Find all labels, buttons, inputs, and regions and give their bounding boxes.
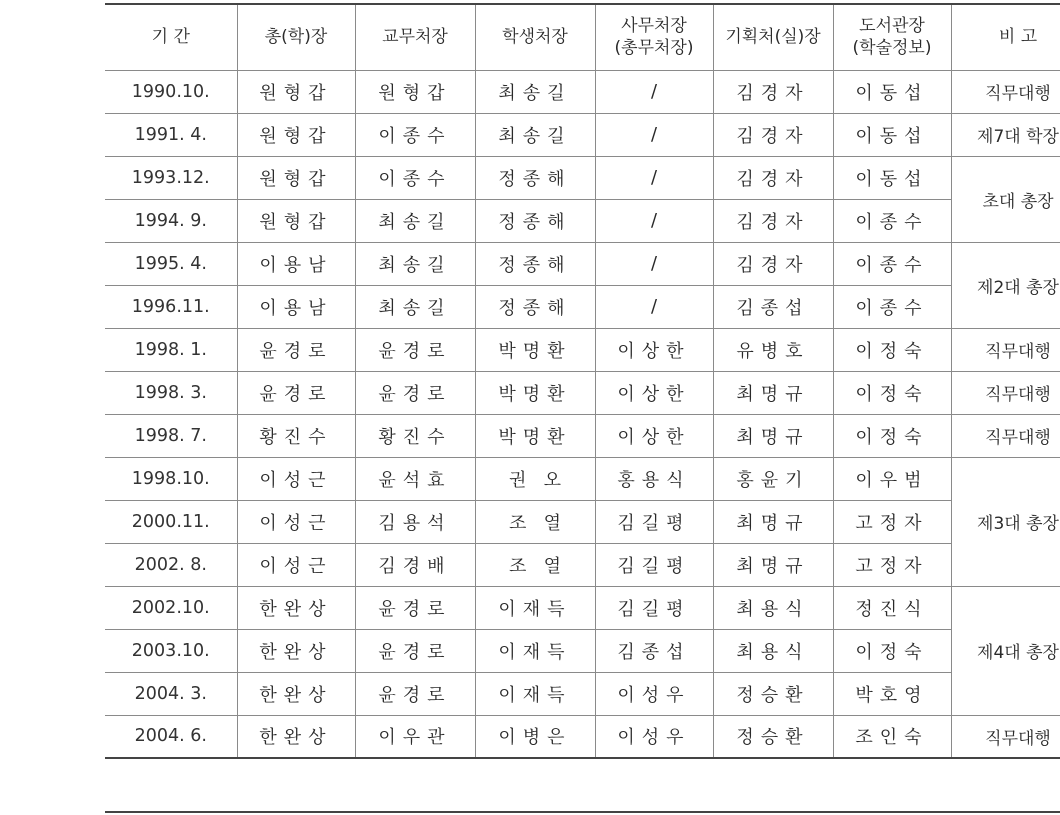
period-cell: 1998.10. [105, 457, 237, 500]
table-row [105, 414, 1060, 457]
library-head-cell: 이동섭 [833, 156, 951, 199]
table-row [105, 715, 1060, 758]
president-cell: 이성근 [237, 543, 355, 586]
student-dean-cell: 조 열 [475, 500, 595, 543]
planning-head-cell: 김경자 [713, 199, 833, 242]
academic-dean-cell: 이우관 [355, 715, 475, 758]
remarks-cell: 직무대행 [951, 70, 1060, 113]
table-row [105, 500, 1060, 543]
academic-dean-cell: 윤경로 [355, 371, 475, 414]
table-row [105, 156, 1060, 199]
period-header: 기 간 [105, 4, 237, 70]
table-row [105, 70, 1060, 113]
library-head-cell: 이종수 [833, 242, 951, 285]
academic-dean-cell: 김경배 [355, 543, 475, 586]
header-row [105, 4, 1060, 70]
period-cell: 2002. 8. [105, 543, 237, 586]
admin-dean-cell: 이성우 [595, 715, 713, 758]
planning-head-cell: 김종섭 [713, 285, 833, 328]
period-cell: 1993.12. [105, 156, 237, 199]
academic-dean-cell: 윤경로 [355, 629, 475, 672]
planning-head-cell: 김경자 [713, 242, 833, 285]
president-cell: 윤경로 [237, 328, 355, 371]
admin-dean-cell: / [595, 285, 713, 328]
library-head-cell: 조인숙 [833, 715, 951, 758]
admin-dean-cell: / [595, 199, 713, 242]
library-head-cell: 이정숙 [833, 414, 951, 457]
table-row [105, 242, 1060, 285]
academic-dean-cell: 김용석 [355, 500, 475, 543]
library-head-cell: 이동섭 [833, 70, 951, 113]
planning-head-cell: 정승환 [713, 715, 833, 758]
remarks-cell: 직무대행 [951, 328, 1060, 371]
remarks-cell: 직무대행 [951, 715, 1060, 758]
table-row [105, 543, 1060, 586]
student-dean-cell: 정종해 [475, 156, 595, 199]
academic-dean-cell: 이종수 [355, 113, 475, 156]
remarks-header: 비 고 [951, 4, 1060, 70]
admin-dean-cell: 이성우 [595, 672, 713, 715]
president-cell: 원형갑 [237, 199, 355, 242]
student-dean-cell: 정종해 [475, 285, 595, 328]
admin-dean-header: 사무처장 (총무처장) [595, 4, 713, 70]
admin-dean-cell: 김길평 [595, 543, 713, 586]
student-dean-cell: 이재득 [475, 672, 595, 715]
academic-dean-cell: 이종수 [355, 156, 475, 199]
period-cell: 1990.10. [105, 70, 237, 113]
president-cell: 원형갑 [237, 156, 355, 199]
remarks-cell: 초대 총장 [951, 156, 1060, 242]
president-header: 총(학)장 [237, 4, 355, 70]
planning-head-cell: 김경자 [713, 113, 833, 156]
library-head-cell: 이정숙 [833, 371, 951, 414]
student-dean-cell: 최송길 [475, 70, 595, 113]
library-head-header: 도서관장 (학술정보) [833, 4, 951, 70]
period-cell: 1994. 9. [105, 199, 237, 242]
president-cell: 윤경로 [237, 371, 355, 414]
table-row [105, 457, 1060, 500]
president-cell: 황진수 [237, 414, 355, 457]
student-dean-cell: 이재득 [475, 586, 595, 629]
student-dean-cell: 이병은 [475, 715, 595, 758]
period-cell: 1998. 3. [105, 371, 237, 414]
admin-dean-cell: / [595, 156, 713, 199]
academic-dean-cell: 최송길 [355, 199, 475, 242]
admin-dean-cell: / [595, 70, 713, 113]
planning-head-cell: 최명규 [713, 500, 833, 543]
admin-dean-cell: 김길평 [595, 500, 713, 543]
student-dean-cell: 권 오 [475, 457, 595, 500]
remarks-cell: 제7대 학장 [951, 113, 1060, 156]
library-head-cell: 고정자 [833, 543, 951, 586]
planning-head-cell: 최명규 [713, 414, 833, 457]
academic-dean-cell: 윤석효 [355, 457, 475, 500]
library-head-cell: 고정자 [833, 500, 951, 543]
academic-dean-cell: 윤경로 [355, 672, 475, 715]
academic-dean-cell: 최송길 [355, 285, 475, 328]
remarks-cell: 제2대 총장 [951, 242, 1060, 328]
library-head-cell: 이동섭 [833, 113, 951, 156]
planning-head-cell: 최명규 [713, 543, 833, 586]
table-row [105, 113, 1060, 156]
period-cell: 1998. 1. [105, 328, 237, 371]
academic-dean-cell: 황진수 [355, 414, 475, 457]
table-row [105, 371, 1060, 414]
planning-head-cell: 김경자 [713, 156, 833, 199]
academic-dean-cell: 윤경로 [355, 586, 475, 629]
planning-head-cell: 최용식 [713, 586, 833, 629]
academic-dean-cell: 윤경로 [355, 328, 475, 371]
period-cell: 2004. 6. [105, 715, 237, 758]
student-dean-cell: 박명환 [475, 328, 595, 371]
library-head-cell: 박호영 [833, 672, 951, 715]
president-cell: 원형갑 [237, 113, 355, 156]
admin-dean-cell: 김길평 [595, 586, 713, 629]
library-head-cell: 이정숙 [833, 328, 951, 371]
president-cell: 이성근 [237, 457, 355, 500]
student-dean-cell: 박명환 [475, 371, 595, 414]
planning-head-cell: 정승환 [713, 672, 833, 715]
remarks-cell: 직무대행 [951, 414, 1060, 457]
president-cell: 한완상 [237, 586, 355, 629]
president-cell: 이용남 [237, 242, 355, 285]
table-row [105, 672, 1060, 715]
president-cell: 한완상 [237, 629, 355, 672]
president-cell: 한완상 [237, 715, 355, 758]
planning-head-cell: 유병호 [713, 328, 833, 371]
library-head-cell: 이종수 [833, 285, 951, 328]
table-body [105, 70, 1060, 758]
admin-dean-cell: 이상한 [595, 328, 713, 371]
period-cell: 1996.11. [105, 285, 237, 328]
officials-table [105, 3, 1060, 759]
academic-dean-header: 교무처장 [355, 4, 475, 70]
period-cell: 1998. 7. [105, 414, 237, 457]
remarks-cell: 제3대 총장 [951, 457, 1060, 586]
student-dean-header: 학생처장 [475, 4, 595, 70]
table-row [105, 285, 1060, 328]
student-dean-cell: 정종해 [475, 242, 595, 285]
student-dean-cell: 최송길 [475, 113, 595, 156]
admin-dean-cell: / [595, 113, 713, 156]
admin-dean-cell: 홍용식 [595, 457, 713, 500]
student-dean-cell: 이재득 [475, 629, 595, 672]
period-cell: 2000.11. [105, 500, 237, 543]
president-cell: 한완상 [237, 672, 355, 715]
period-cell: 1995. 4. [105, 242, 237, 285]
table-row [105, 328, 1060, 371]
planning-head-cell: 홍윤기 [713, 457, 833, 500]
admin-dean-cell: 이상한 [595, 371, 713, 414]
president-cell: 원형갑 [237, 70, 355, 113]
library-head-cell: 이종수 [833, 199, 951, 242]
student-dean-cell: 박명환 [475, 414, 595, 457]
admin-dean-cell: 김종섭 [595, 629, 713, 672]
period-cell: 2004. 3. [105, 672, 237, 715]
period-cell: 1991. 4. [105, 113, 237, 156]
remarks-cell: 직무대행 [951, 371, 1060, 414]
table-row [105, 199, 1060, 242]
student-dean-cell: 조 열 [475, 543, 595, 586]
admin-dean-cell: 이상한 [595, 414, 713, 457]
remarks-cell: 제4대 총장 [951, 586, 1060, 715]
planning-head-cell: 최명규 [713, 371, 833, 414]
admin-dean-cell: / [595, 242, 713, 285]
bottom-rule [105, 811, 1060, 813]
library-head-cell: 이우범 [833, 457, 951, 500]
academic-dean-cell: 원형갑 [355, 70, 475, 113]
president-cell: 이성근 [237, 500, 355, 543]
academic-dean-cell: 최송길 [355, 242, 475, 285]
planning-head-cell: 최용식 [713, 629, 833, 672]
period-cell: 2003.10. [105, 629, 237, 672]
period-cell: 2002.10. [105, 586, 237, 629]
president-cell: 이용남 [237, 285, 355, 328]
library-head-cell: 정진식 [833, 586, 951, 629]
table-row [105, 586, 1060, 629]
planning-head-cell: 김경자 [713, 70, 833, 113]
library-head-cell: 이정숙 [833, 629, 951, 672]
planning-head-header: 기획처(실)장 [713, 4, 833, 70]
student-dean-cell: 정종해 [475, 199, 595, 242]
table-row [105, 629, 1060, 672]
